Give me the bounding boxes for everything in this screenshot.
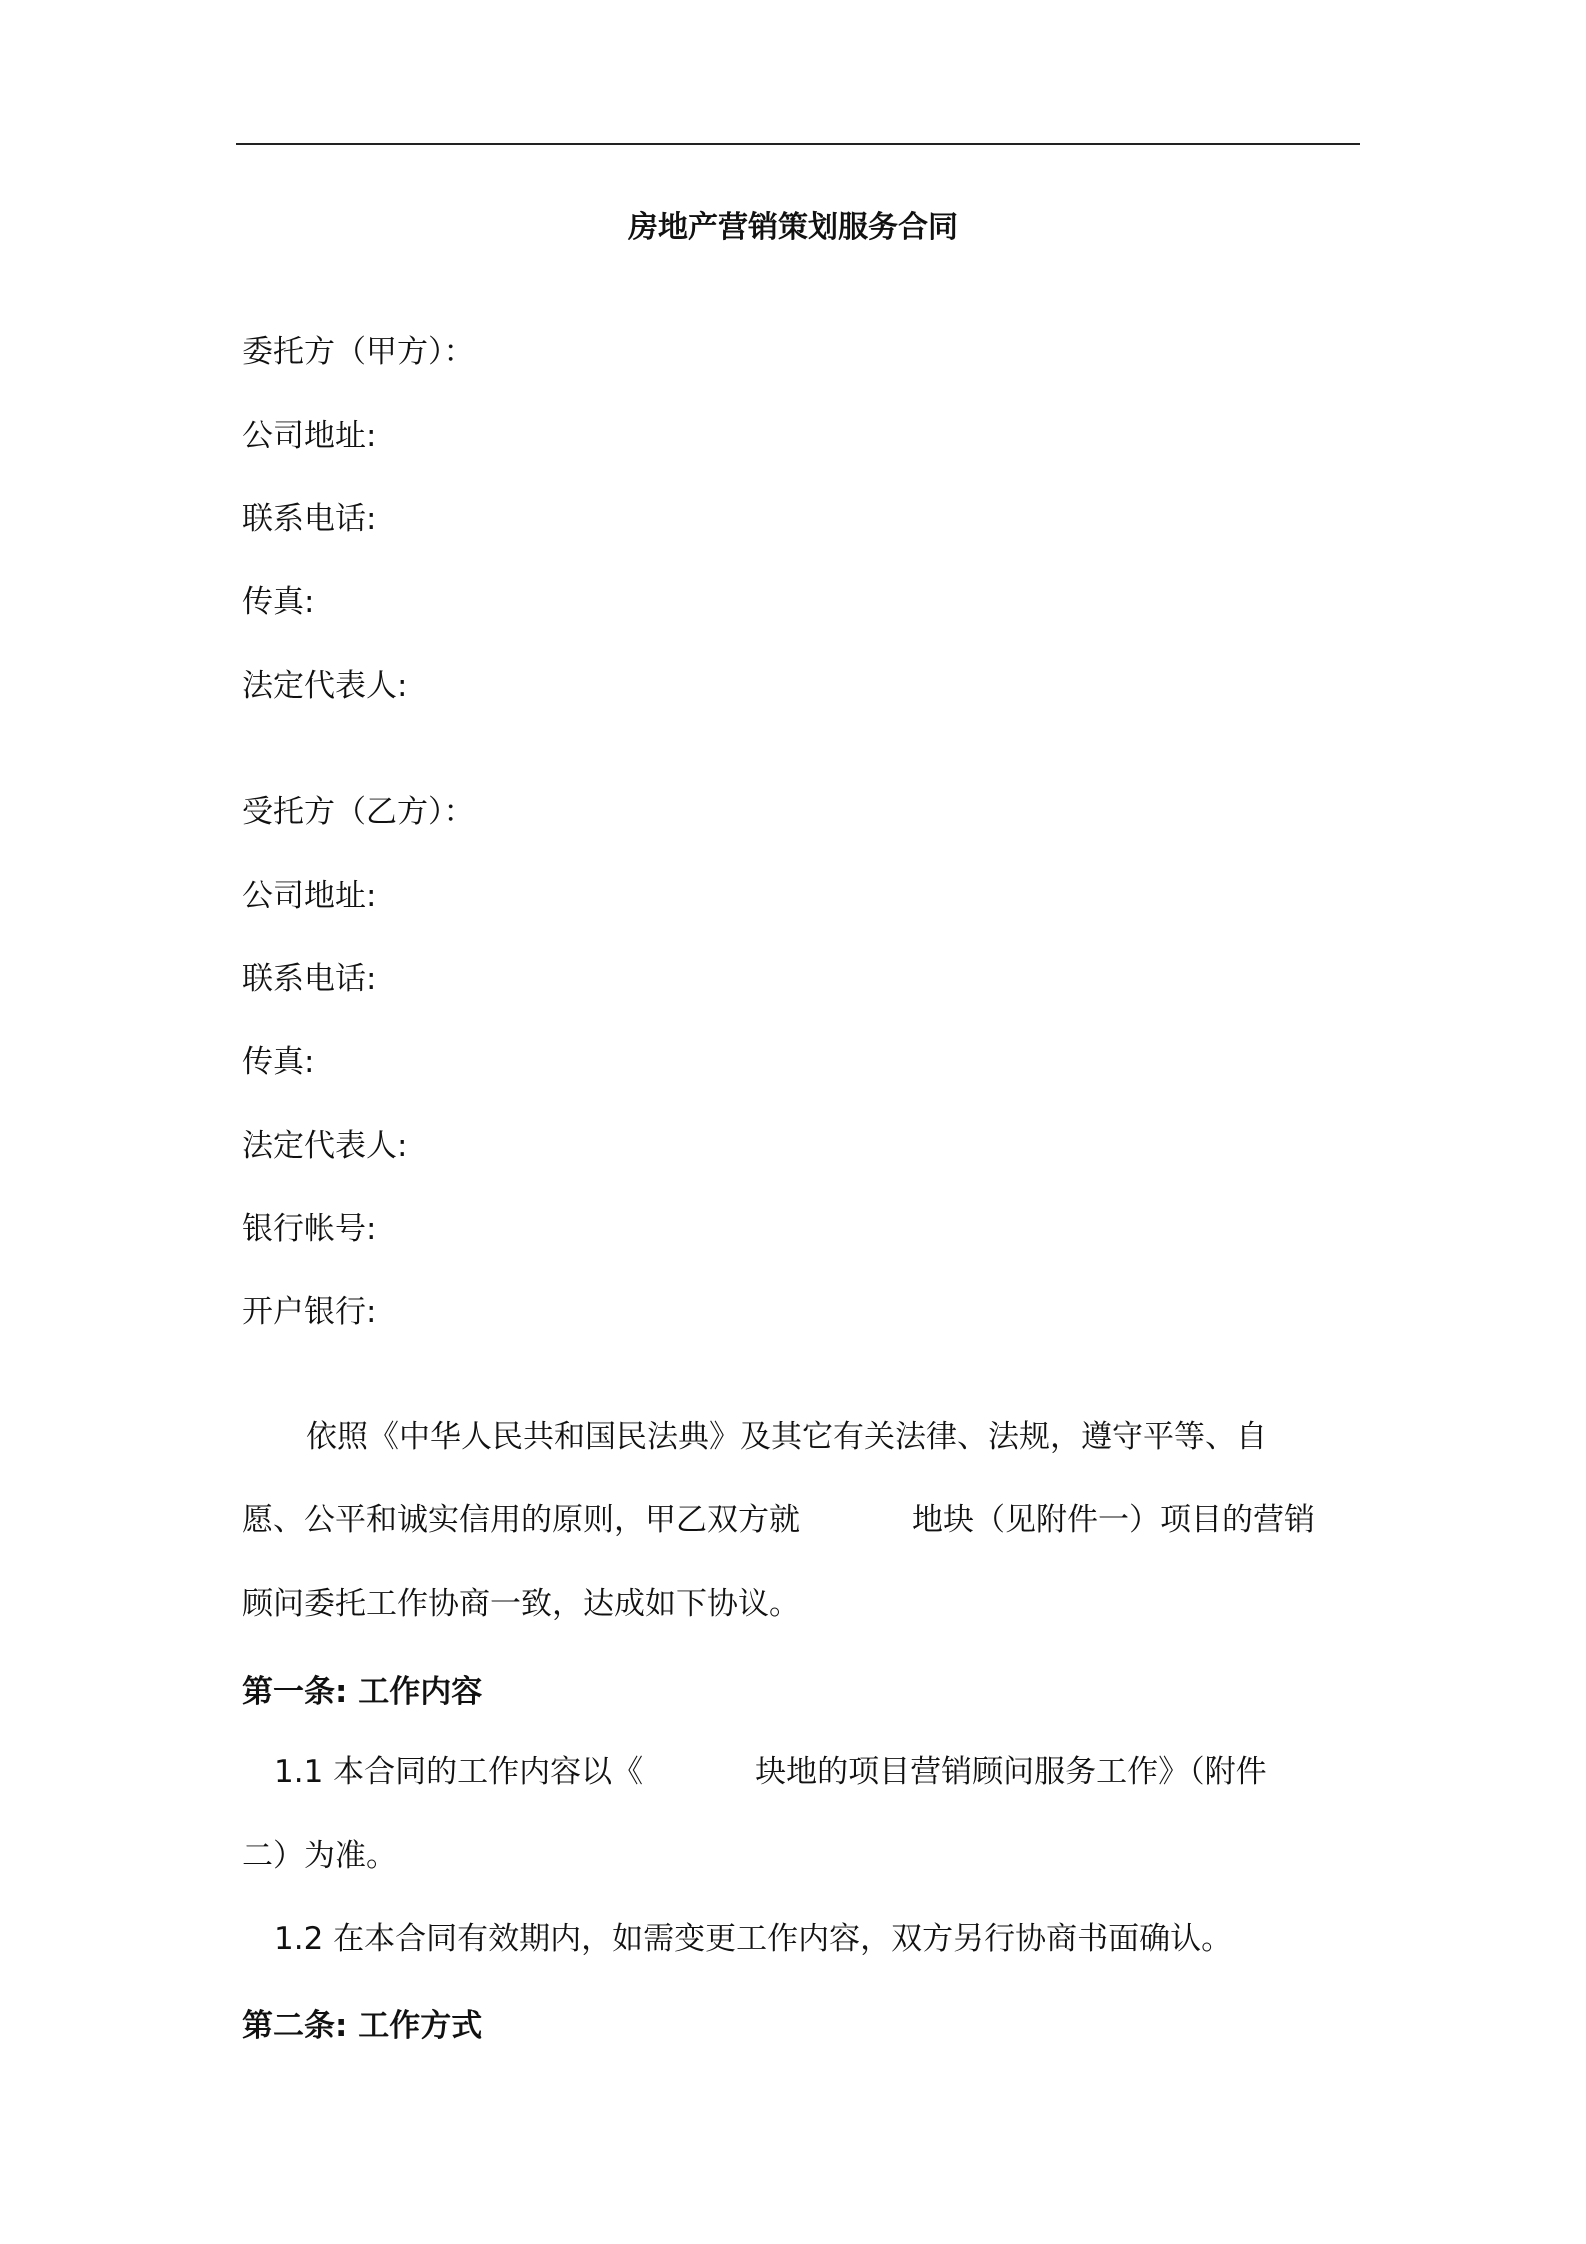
party-b-phone-label: 联系电话: xyxy=(242,961,377,997)
party-b-address-label: 公司地址: xyxy=(242,878,377,914)
intro-line-3: 顾问委托工作协商一致，达成如下协议。 xyxy=(242,1586,800,1622)
article-1-item-1-cont: 二）为准。 xyxy=(242,1838,397,1874)
article-1-item-1-start: 1.1 本合同的工作内容以《 xyxy=(274,1754,644,1790)
intro-line-2-end: 地块（见附件一）项目的营销 xyxy=(912,1502,1315,1538)
article-1-item-1 xyxy=(274,1750,1394,1794)
party-b-account-label: 银行帐号: xyxy=(242,1211,377,1247)
party-b-fax-label: 传真: xyxy=(242,1044,315,1080)
article-1-item-2: 1.2 在本合同有效期内，如需变更工作内容，双方另行协商书面确认。 xyxy=(274,1921,1233,1957)
party-b-rep-label: 法定代表人: xyxy=(242,1128,408,1164)
party-a-rep-label: 法定代表人: xyxy=(242,668,408,704)
article-1-item-1-end: 块地的项目营销顾问服务工作》（附件 xyxy=(755,1754,1267,1790)
intro-line-2-start: 愿、公平和诚实信用的原则，甲乙双方就 xyxy=(242,1502,800,1538)
party-b-label: 受托方（乙方）： xyxy=(242,794,475,830)
article-1-heading: 第一条: 工作内容 xyxy=(242,1674,483,1710)
intro-line-2 xyxy=(242,1498,1362,1542)
party-a-fax-label: 传真: xyxy=(242,584,315,620)
party-a-address-label: 公司地址: xyxy=(242,418,377,454)
header-rule xyxy=(236,143,1360,145)
party-a-label: 委托方（甲方）： xyxy=(242,334,475,370)
intro-line-1: 依照《中华人民共和国民法典》及其它有关法律、法规，遵守平等、自 xyxy=(306,1419,1267,1455)
article-2-heading: 第二条: 工作方式 xyxy=(242,2008,483,2044)
party-b-bank-label: 开户银行: xyxy=(242,1294,377,1330)
document-title: 房地产营销策划服务合同 xyxy=(628,210,958,245)
party-a-phone-label: 联系电话: xyxy=(242,501,377,537)
